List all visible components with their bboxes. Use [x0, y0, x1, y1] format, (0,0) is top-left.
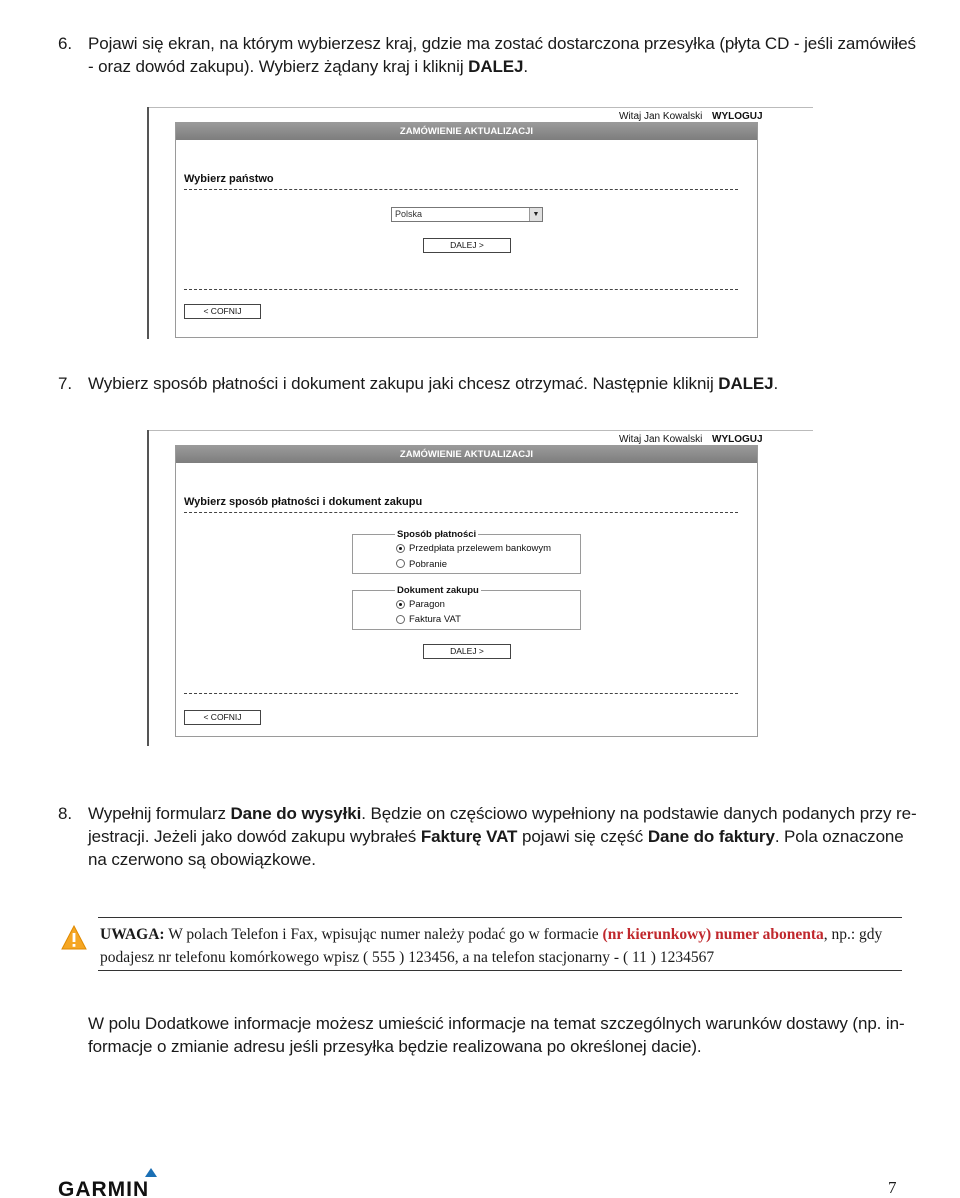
step-7-text: Wybierz sposób płatności i dokument zakupu jaki chcesz otrzymać. Następnie kliknij DALEJ. [88, 374, 779, 393]
section-heading: Wybierz sposób płatności i dokument zakupu [184, 496, 423, 508]
note-paragraph [88, 1012, 908, 1058]
divider [184, 693, 738, 694]
screenshot-payment-method [147, 430, 813, 746]
svg-text:GARMIN: GARMIN [58, 1178, 150, 1198]
payment-method-legend: Sposób płatności [397, 529, 477, 540]
option-receipt: Paragon [409, 599, 445, 610]
greeting-text: Witaj Jan Kowalski [619, 434, 703, 445]
payment-method-group [352, 534, 581, 574]
step-6 [58, 32, 928, 78]
option-vat-invoice: Faktura VAT [409, 614, 461, 625]
note-line-2: formacje o zmianie adresu jeśli przesyłka będzie realizowana po określonej dacie). [88, 1037, 702, 1056]
step-7 [58, 372, 928, 395]
warning-text [100, 923, 900, 969]
section-heading: Wybierz państwo [184, 173, 274, 185]
warning-label: UWAGA: [100, 926, 165, 943]
step-8-line-3: na czerwono są obowiązkowe. [88, 850, 316, 869]
divider [184, 512, 738, 513]
panel-banner: ZAMÓWIENIE AKTUALIZACJI [176, 123, 757, 140]
radio-cash-on-delivery[interactable] [396, 559, 405, 568]
warning-triangle-icon [61, 925, 87, 951]
warning-rule-bottom [98, 970, 902, 971]
next-button[interactable]: DALEJ > [423, 238, 511, 253]
logout-link[interactable]: WYLOGUJ [712, 111, 763, 122]
radio-bank-transfer[interactable] [396, 544, 405, 553]
step-8-line-2: jestracji. Jeżeli jako dowód zakupu wybrałeś Fakturę VAT pojawi się część Dane do faktury. Pola oznaczone [88, 827, 904, 846]
purchase-document-legend: Dokument zakupu [397, 585, 479, 596]
note-line-1: W polu Dodatkowe informacje możesz umieścić informacje na temat szczególnych warunków dostawy (np. in- [88, 1014, 905, 1033]
step-number: 6. [58, 34, 72, 53]
screenshot-select-country [147, 107, 813, 339]
back-button[interactable]: < COFNIJ [184, 710, 261, 725]
chevron-down-icon: ▼ [529, 208, 542, 221]
purchase-document-group [352, 590, 581, 630]
logout-link[interactable]: WYLOGUJ [712, 434, 763, 445]
next-button[interactable]: DALEJ > [423, 644, 511, 659]
warning-line-2: podajesz nr telefonu komórkowego wpisz ( 555 ) 123456, a na telefon stacjonarny - ( 11 ) 1234567 [100, 949, 715, 966]
divider [184, 189, 738, 190]
radio-receipt[interactable] [396, 600, 405, 609]
order-panel [175, 445, 758, 737]
order-panel [175, 122, 758, 338]
step-number: 7. [58, 374, 72, 393]
warning-rule-top [98, 917, 902, 918]
garmin-logo [58, 1166, 168, 1198]
country-select[interactable] [391, 207, 543, 222]
country-value: Polska [395, 209, 423, 219]
divider [184, 289, 738, 290]
step-6-line-2: - oraz dowód zakupu). Wybierz żądany kraj i kliknij DALEJ. [88, 57, 528, 76]
back-button[interactable]: < COFNIJ [184, 304, 261, 319]
warning-line-1: UWAGA: W polach Telefon i Fax, wpisując numer należy podać go w formacie (nr kierunkowy) numer abonenta, np.: gdy [100, 926, 883, 943]
step-number: 8. [58, 804, 72, 823]
step-6-line-1: Pojawi się ekran, na którym wybierzesz kraj, gdzie ma zostać dostarczona przesyłka (płyta CD - jeśli zamówiłeś [88, 34, 916, 53]
option-bank-transfer: Przedpłata przelewem bankowym [409, 543, 552, 554]
radio-vat-invoice[interactable] [396, 615, 405, 624]
panel-banner: ZAMÓWIENIE AKTUALIZACJI [176, 446, 757, 463]
page-number: 7 [888, 1178, 897, 1197]
greeting-text: Witaj Jan Kowalski [619, 111, 703, 122]
step-8 [58, 802, 928, 872]
step-8-line-1: Wypełnij formularz Dane do wysyłki. Będzie on częściowo wypełniony na podstawie danych podanych przy re- [88, 804, 917, 823]
option-cash-on-delivery: Pobranie [409, 559, 448, 570]
